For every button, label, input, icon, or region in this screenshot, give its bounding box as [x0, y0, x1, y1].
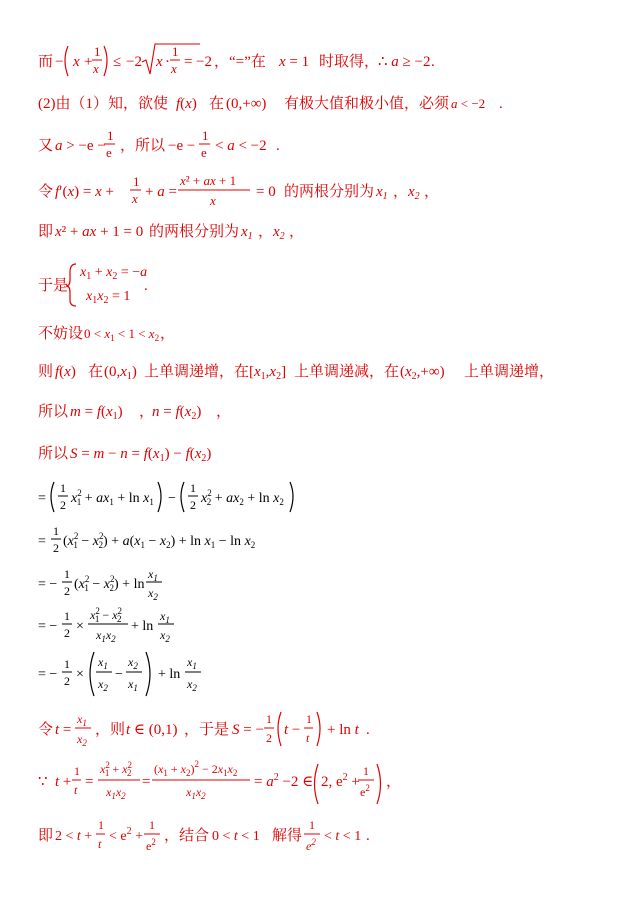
svg-text:2: 2 [64, 626, 70, 640]
svg-text:，于是: ，于是 [184, 722, 230, 738]
svg-text:2 < t +: 2 < t + [55, 829, 93, 844]
text-er: 而 [38, 54, 54, 70]
math-x-eq-1: x = 1 [279, 54, 310, 70]
svg-text:1: 1 [309, 818, 315, 832]
svg-text:0 < x1 < 1 < x2: $0 < x_1 < 1 < x_2$ [84, 326, 160, 343]
svg-text:+ ln: + ln [131, 619, 154, 634]
svg-text:−: − [115, 667, 123, 682]
svg-text:，: ， [386, 774, 402, 790]
svg-text:2: 2 [190, 498, 196, 512]
svg-text:t =: t = [55, 722, 72, 738]
svg-text:+ ln t: + ln t [327, 722, 359, 738]
svg-text:x1: $x_1$ [241, 224, 253, 242]
math-a-geq: ∴ a ≥ −2 [378, 54, 431, 70]
line-13 [38, 567, 162, 602]
svg-text:n = f(x2): $n = f(x_2)$ [152, 404, 202, 422]
svg-text:e2: $e^2$ [360, 783, 370, 799]
line-9 [38, 403, 231, 422]
svg-text:1: 1 [64, 609, 70, 623]
svg-text:在: 在 [88, 364, 104, 380]
svg-text:即: 即 [38, 828, 54, 844]
svg-text:，结合: ，结合 [164, 828, 210, 844]
text-attained: 时取得， [319, 54, 380, 70]
svg-text:即: 即 [38, 224, 54, 240]
svg-text:x1 + x2 = −a: $x_1 + x_2 = -a$ [80, 265, 148, 282]
svg-text:(2)由（1）知，欲使: (2)由（1）知，欲使 [38, 96, 168, 112]
svg-text:×: × [76, 667, 84, 682]
svg-text:x2: $x_2$ [128, 655, 138, 671]
svg-text:[x1,x2]: $[x_1,x_2]$ [249, 364, 287, 382]
svg-text:x1x2 = 1: $x_1x_2 = 1$ [86, 289, 131, 306]
svg-text:，: ， [139, 404, 155, 420]
svg-text:1: 1 [94, 44, 101, 59]
svg-text:t +: t + [55, 774, 72, 790]
svg-text:1: 1 [363, 764, 369, 778]
svg-text:，: ， [160, 326, 176, 342]
svg-text:< a < −2: < a < −2 [215, 138, 267, 154]
svg-text:t ∈ (0,1): t ∈ (0,1) [126, 722, 178, 738]
line-12 [38, 524, 255, 555]
line-10 [38, 445, 211, 464]
svg-text:1: 1 [149, 818, 155, 832]
line-8 [38, 363, 554, 382]
svg-text:(x21 − x22) + a(x1 − x2) + ln: ($x^2$ $1 - x^2$ $2) + a(x_1 - x_2) + \ln x_1 - \ln x_2$ [63, 531, 256, 550]
svg-text:令: 令 [38, 722, 54, 738]
svg-text:x21 + x22: $x^2$ $1 + x^2$ 2 [100, 760, 132, 778]
svg-text:x: x [156, 54, 163, 70]
svg-text:(x21 − x22) + ln: ($x^2$ $1 - x^2$ 2) + ln [74, 574, 145, 593]
svg-text:的两根分别为: 的两根分别为 [284, 184, 375, 200]
svg-text:，则: ，则 [95, 722, 126, 738]
svg-text:= −: = − [38, 667, 58, 682]
svg-text:2, e2 +: 2, $e^2$ + [321, 772, 360, 790]
svg-text:= −: = − [38, 619, 58, 634]
svg-text:=: = [38, 534, 46, 549]
svg-text:x1: $x_1$ [128, 677, 138, 693]
line-11 [38, 481, 293, 512]
svg-text:x22 + ax2 + ln x2: $x^2$ $2 + ax_2 + \ln x_2$ [201, 488, 284, 507]
svg-text:令: 令 [38, 184, 54, 200]
svg-text:解得: 解得 [272, 828, 303, 844]
svg-text:1: 1 [107, 128, 114, 143]
line-7 [38, 325, 175, 343]
svg-text:f(x): f(x) [55, 364, 76, 380]
svg-text:t: t [74, 783, 78, 797]
svg-text:(0,x1): $(0,x_1)$ [104, 364, 137, 382]
line-3 [38, 128, 280, 160]
svg-text:e2: $e^2$ [306, 837, 316, 853]
svg-text:x2: $x_2$ [77, 732, 87, 748]
line-18 [38, 818, 370, 853]
svg-text:1: 1 [133, 174, 140, 189]
svg-text:t −: t − [284, 722, 301, 738]
svg-text:x2: $x_2$ [187, 677, 197, 693]
svg-text:.: . [276, 138, 280, 154]
svg-text:< e2 +: < $e^2$ + [109, 826, 144, 844]
svg-text:= 0: = 0 [256, 184, 276, 200]
svg-text:所以: 所以 [38, 404, 69, 420]
svg-text:1: 1 [74, 764, 80, 778]
svg-text:x2: $x_2$ [148, 586, 158, 602]
svg-text:+ ln: + ln [158, 667, 181, 682]
svg-text:x1: $x_1$ [77, 712, 87, 728]
svg-text:，: ， [216, 404, 232, 420]
svg-text:，: ， [258, 224, 274, 240]
svg-text:x1x2: $x_1x_2$ [186, 785, 206, 801]
svg-text:1: 1 [190, 481, 196, 495]
svg-text:−: − [55, 54, 64, 70]
svg-text:又: 又 [38, 138, 54, 154]
svg-text:上单调递增，在: 上单调递增，在 [144, 364, 250, 380]
svg-text:x1: $x_1$ [148, 567, 158, 583]
svg-text:< t < 1: < t < 1 [324, 829, 362, 844]
svg-text:x: x [93, 61, 99, 76]
svg-text:2: 2 [64, 674, 70, 688]
line-14 [38, 606, 174, 644]
svg-text:，: ， [424, 184, 440, 200]
svg-text:S = m − n = f(x1) − f(x2): $S = m - n = f(x_1) - f(x_2)$ [70, 446, 212, 464]
svg-text:x² + ax + 1 = 0: x² + ax + 1 = 0 [55, 224, 144, 240]
line-15 [38, 652, 201, 696]
svg-text:1: 1 [202, 128, 209, 143]
line-4 [38, 173, 439, 208]
svg-text:2: 2 [266, 731, 272, 745]
line-1 [38, 44, 435, 76]
svg-text:x1: $x_1$ [187, 655, 197, 671]
svg-text:1: 1 [53, 524, 59, 538]
line-17 [38, 759, 401, 804]
svg-text:x1: $x_1$ [160, 609, 170, 625]
svg-text:e2: $e^2$ [146, 837, 156, 853]
svg-text:a > −e −: a > −e − [55, 138, 106, 154]
svg-text:所以: 所以 [38, 446, 69, 462]
svg-text:x1x2: $x_1x_2$ [106, 785, 126, 801]
svg-text:t: t [306, 731, 310, 745]
svg-text:−2: −2 [196, 54, 212, 70]
svg-text:−: − [168, 491, 176, 506]
svg-text:x2: $x_2$ [160, 628, 170, 644]
svg-text:.: . [366, 828, 370, 844]
svg-text:x² + ax + 1: x² + ax + 1 [180, 173, 237, 188]
svg-text:有极大值和极小值，必须: 有极大值和极小值，必须 [284, 96, 450, 112]
svg-text:+ a =: + a = [145, 184, 177, 200]
svg-text:2: 2 [64, 584, 70, 598]
svg-text:2: 2 [60, 498, 66, 512]
text-equal-at: ，“=”在 [214, 54, 266, 70]
svg-text:x21 + ax1 + ln x1: $x^2$ $1 + ax_1 + \ln x_1$ [71, 488, 154, 507]
svg-text:，: ， [289, 224, 305, 240]
svg-text:(x2,+∞): $(x_2,+\infty)$ [400, 364, 445, 382]
svg-text:−e −: −e − [168, 138, 196, 154]
line-5 [38, 222, 304, 242]
svg-text:则: 则 [38, 364, 54, 380]
svg-text:·: · [165, 54, 170, 70]
svg-text:S = −: S = − [232, 722, 264, 738]
svg-text:(0,+∞): (0,+∞) [226, 96, 267, 112]
svg-text:1: 1 [64, 657, 70, 671]
svg-text:x2: $x_2$ [98, 677, 108, 693]
svg-text:t: t [98, 837, 102, 851]
svg-text:，所以: ，所以 [120, 138, 166, 154]
svg-text:a < −2: a < −2 [451, 96, 486, 111]
svg-text:.: . [366, 722, 370, 738]
svg-text:上单调递减，在: 上单调递减，在 [294, 364, 400, 380]
svg-text:×: × [76, 619, 84, 634]
line-6 [38, 264, 148, 306]
svg-text:(x1 + x2)2 − 2x1x2: $(x_1 + x_2)^2 - 2x_1x_2$ [154, 759, 238, 778]
svg-text:不妨设: 不妨设 [38, 326, 84, 342]
svg-text:，: ， [393, 184, 409, 200]
svg-text:∵: ∵ [38, 774, 48, 790]
svg-text:x: x [171, 61, 177, 76]
svg-text:上单调递增，: 上单调递增， [464, 364, 555, 380]
svg-text:0 < t < 1: 0 < t < 1 [212, 829, 260, 844]
formula-inequality-1 [55, 44, 212, 76]
svg-text:.: . [499, 96, 503, 112]
svg-text:−2: −2 [126, 54, 142, 70]
svg-text:1: 1 [98, 818, 104, 832]
svg-text:的两根分别为: 的两根分别为 [149, 224, 240, 240]
svg-text:x2: $x_2$ [273, 224, 285, 242]
svg-text:.: . [144, 278, 148, 294]
svg-text:x2: $x_2$ [408, 184, 420, 202]
svg-text:=: = [184, 54, 193, 70]
svg-text:x: x [132, 191, 138, 206]
svg-text:于是: 于是 [38, 278, 69, 294]
svg-text:≤: ≤ [113, 54, 122, 70]
svg-text:x1: $x_1$ [98, 655, 108, 671]
svg-text:e: e [201, 145, 207, 160]
svg-text:1: 1 [60, 481, 66, 495]
svg-text:在: 在 [209, 96, 225, 112]
svg-text:=: = [142, 774, 151, 790]
svg-text:1: 1 [266, 712, 272, 726]
svg-text:+: + [84, 54, 93, 70]
line-16 [38, 712, 370, 748]
svg-text:1: 1 [172, 44, 179, 59]
svg-text:1: 1 [64, 567, 70, 581]
svg-text:1: 1 [306, 712, 312, 726]
svg-text:= a2 −2 ∈: = $a^2 -2$ ∈ [254, 772, 314, 790]
svg-text:x1x2: $x_1x_2$ [96, 628, 116, 644]
svg-text:= −: = − [38, 577, 58, 592]
svg-text:x: x [73, 54, 80, 70]
svg-text:f(x): f(x) [176, 96, 197, 112]
svg-text:f′(x) = x +: f′(x) = x + [55, 184, 114, 200]
svg-text:2: 2 [53, 541, 59, 555]
svg-text:x1: $x_1$ [376, 184, 388, 202]
svg-text:=: = [38, 491, 46, 506]
svg-text:.: . [431, 54, 435, 70]
svg-text:m = f(x1): $m = f(x_1)$ [70, 404, 123, 422]
line-2 [38, 94, 503, 112]
svg-text:x: x [210, 193, 216, 208]
svg-text:=: = [85, 774, 94, 790]
svg-text:x21 − x22: $x^2$ $1 - x^2$ 2 [90, 606, 122, 624]
svg-text:e: e [106, 145, 112, 160]
